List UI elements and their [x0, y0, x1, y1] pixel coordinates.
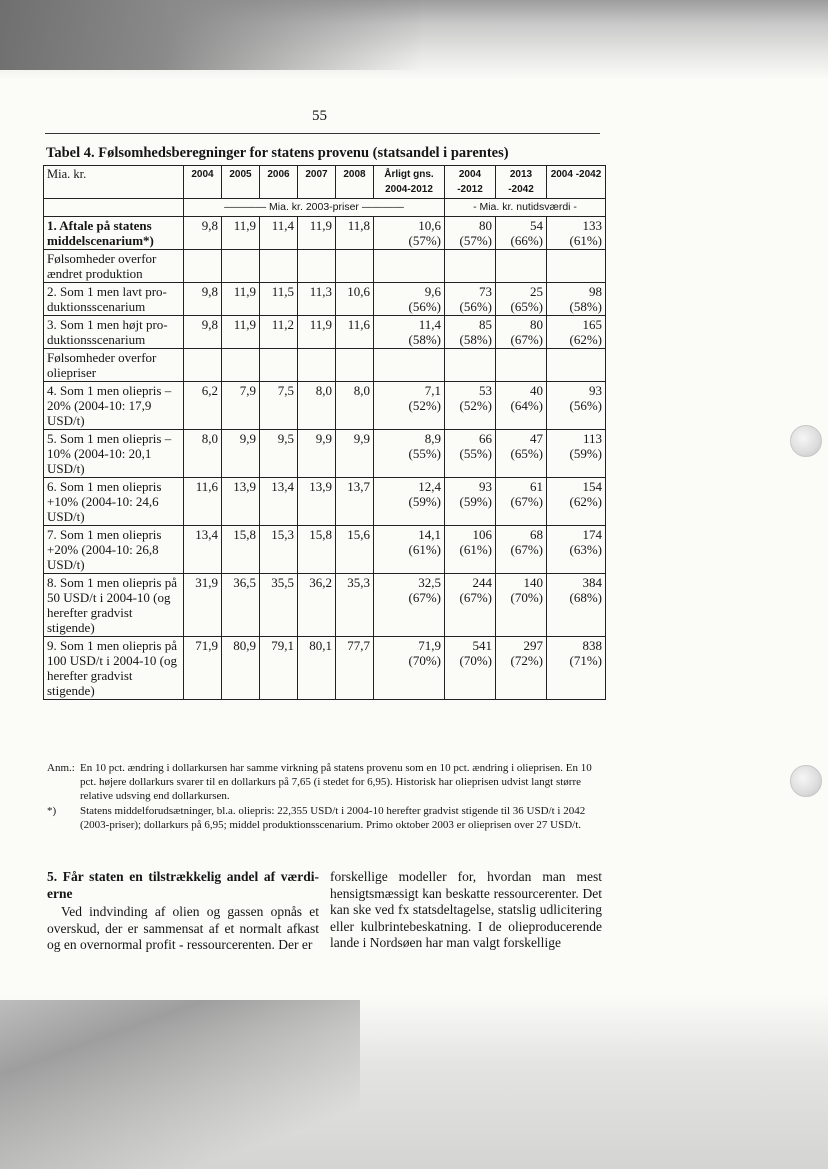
value-cell	[184, 574, 222, 637]
header-2008: 2008	[336, 166, 374, 199]
value-cell	[298, 283, 336, 316]
state-share: (52%)	[408, 398, 441, 413]
value: 9,6	[424, 284, 441, 299]
value: 140	[523, 575, 543, 590]
table-row	[44, 382, 606, 430]
empty-cell	[298, 250, 336, 283]
value-cell	[374, 430, 445, 478]
body-paragraph: forskellige modeller for, hvordan man mest hensigtsmæssigt kan beskatte ressourcerenter. Det kan ske ved fx statsdeltagelse, statslig udlicitering eller kulbrintebeskatning. I de olieproducerende lande i Nordsøen har man valgt forskellige	[330, 869, 602, 950]
body-paragraph: Ved indvinding af olien og gassen opnås et overskud, der er sammensat af et normalt afkast og en overnormal profit - ressourcerenten. Der er	[47, 904, 319, 952]
value-cell	[496, 526, 547, 574]
value: 53	[479, 383, 492, 398]
row-label: 3. Som 1 men højt pro-duktionsscenarium	[44, 316, 184, 349]
value-cell	[547, 382, 606, 430]
page-number: 55	[312, 108, 327, 124]
value-cell	[298, 217, 336, 250]
value: 9,8	[201, 317, 218, 332]
value-cell	[184, 316, 222, 349]
state-share: (56%)	[408, 299, 441, 314]
value: 13,7	[347, 479, 370, 494]
empty-cell	[184, 349, 222, 382]
table-row	[44, 283, 606, 316]
value: 7,9	[239, 383, 256, 398]
state-share: (52%)	[459, 398, 492, 413]
value: 106	[472, 527, 492, 542]
value-cell	[184, 382, 222, 430]
value-cell	[374, 574, 445, 637]
empty-cell	[547, 349, 606, 382]
table-section-row	[44, 349, 606, 382]
empty-cell	[298, 349, 336, 382]
value-cell	[496, 478, 547, 526]
value: 80	[479, 218, 492, 233]
row-label: 9. Som 1 men oliepris på 100 USD/t i 2004-10 (og herefter gradvist stigende)	[44, 637, 184, 700]
state-share: (61%)	[408, 542, 441, 557]
value: 9,9	[353, 431, 370, 446]
value-cell	[496, 316, 547, 349]
value-cell	[336, 478, 374, 526]
value-cell	[260, 430, 298, 478]
value: 165	[582, 317, 602, 332]
punch-hole-lower	[790, 765, 822, 797]
value-cell	[260, 526, 298, 574]
value-cell	[445, 637, 496, 700]
empty-cell	[260, 349, 298, 382]
value-cell	[547, 574, 606, 637]
empty-cell	[374, 349, 445, 382]
value-cell	[260, 217, 298, 250]
unit-blank	[44, 199, 184, 217]
value-cell	[445, 217, 496, 250]
state-share: (62%)	[569, 494, 602, 509]
header-2006: 2006	[260, 166, 298, 199]
value: 71,9	[418, 638, 441, 653]
value-cell	[184, 430, 222, 478]
value-cell	[260, 316, 298, 349]
value: 73	[479, 284, 492, 299]
table-row	[44, 526, 606, 574]
value: 31,9	[195, 575, 218, 590]
value: 6,2	[201, 383, 218, 398]
state-share: (66%)	[510, 233, 543, 248]
value: 7,1	[424, 383, 441, 398]
state-share: (67%)	[510, 332, 543, 347]
value-cell	[445, 283, 496, 316]
header-2004: 2004	[184, 166, 222, 199]
value-cell	[445, 574, 496, 637]
value: 13,4	[195, 527, 218, 542]
value-cell	[496, 217, 547, 250]
value: 12,4	[418, 479, 441, 494]
value: 80	[530, 317, 543, 332]
state-share: (62%)	[569, 332, 602, 347]
value: 113	[582, 431, 602, 446]
value-cell	[336, 217, 374, 250]
section-label: Følsomheder overfor oliepriser	[44, 349, 184, 382]
value-cell	[260, 382, 298, 430]
table-row	[44, 316, 606, 349]
state-share: (61%)	[569, 233, 602, 248]
value-cell	[445, 382, 496, 430]
value-cell	[298, 316, 336, 349]
value-cell	[298, 526, 336, 574]
value: 13,9	[309, 479, 332, 494]
table-row	[44, 217, 606, 250]
value-cell	[222, 430, 260, 478]
state-share: (64%)	[510, 398, 543, 413]
header-2013-2042: 2013 -2042	[496, 166, 547, 199]
value-cell	[336, 574, 374, 637]
empty-cell	[374, 250, 445, 283]
state-share: (65%)	[510, 299, 543, 314]
value: 80,1	[309, 638, 332, 653]
state-share: (59%)	[459, 494, 492, 509]
row-label: 6. Som 1 men oliepris +10% (2004-10: 24,6 USD/t)	[44, 478, 184, 526]
value: 11,6	[347, 317, 370, 332]
value: 35,5	[271, 575, 294, 590]
value: 838	[582, 638, 602, 653]
empty-cell	[547, 250, 606, 283]
state-share: (55%)	[408, 446, 441, 461]
note-anm	[47, 761, 602, 803]
value: 15,8	[233, 527, 256, 542]
row-label: 4. Som 1 men oliepris – 20% (2004-10: 17,9 USD/t)	[44, 382, 184, 430]
row-label: 2. Som 1 men lavt pro-duktionsscenarium	[44, 283, 184, 316]
value-cell	[184, 526, 222, 574]
value: 11,9	[309, 317, 332, 332]
value-cell	[336, 382, 374, 430]
unit-present-value: - Mia. kr. nutidsværdi -	[445, 199, 606, 217]
value-cell	[374, 526, 445, 574]
value-cell	[547, 217, 606, 250]
value: 297	[523, 638, 543, 653]
value-cell	[336, 316, 374, 349]
section-label: Følsomheder overfor ændret produktion	[44, 250, 184, 283]
value-cell	[222, 526, 260, 574]
value-cell	[184, 478, 222, 526]
table-row	[44, 637, 606, 700]
empty-cell	[445, 250, 496, 283]
value: 9,5	[277, 431, 294, 446]
value-cell	[496, 283, 547, 316]
note-text: En 10 pct. ændring i dollarkursen har samme virkning på statens provenu som en 10 pct. ændring i olieprisen. En 10 pct. højere dollarkurs svarer til en dollarkurs på 7,65 (i stedet for 6,95). Historisk har olieprisen udvist langt større relative udsving end dollarkursen.	[80, 762, 592, 802]
value-cell	[298, 382, 336, 430]
value: 32,5	[418, 575, 441, 590]
value: 8,0	[201, 431, 218, 446]
header-2004-2012: 2004 -2012	[445, 166, 496, 199]
table-header-row	[44, 166, 606, 199]
state-share: (56%)	[459, 299, 492, 314]
value-cell	[298, 430, 336, 478]
value: 35,3	[347, 575, 370, 590]
value: 47	[530, 431, 543, 446]
value-cell	[496, 574, 547, 637]
value: 13,4	[271, 479, 294, 494]
value: 98	[589, 284, 602, 299]
table-row	[44, 430, 606, 478]
value: 15,3	[271, 527, 294, 542]
state-share: (56%)	[569, 398, 602, 413]
value-cell	[260, 574, 298, 637]
value-cell	[222, 316, 260, 349]
state-share: (70%)	[408, 653, 441, 668]
table-section-row	[44, 250, 606, 283]
value: 40	[530, 383, 543, 398]
table-row	[44, 478, 606, 526]
table-notes	[47, 761, 602, 833]
unit-row	[44, 199, 606, 217]
value-cell	[496, 430, 547, 478]
state-share: (59%)	[569, 446, 602, 461]
value-cell	[547, 637, 606, 700]
state-share: (57%)	[459, 233, 492, 248]
note-key: *)	[47, 805, 57, 817]
empty-cell	[496, 250, 547, 283]
value-cell	[374, 217, 445, 250]
value: 244	[472, 575, 492, 590]
state-share: (70%)	[510, 590, 543, 605]
value-cell	[547, 478, 606, 526]
value-cell	[374, 382, 445, 430]
value: 11,5	[271, 284, 294, 299]
header-corner: Mia. kr.	[44, 166, 184, 199]
value: 36,5	[233, 575, 256, 590]
state-share: (70%)	[459, 653, 492, 668]
punch-hole-upper	[790, 425, 822, 457]
value-cell	[445, 430, 496, 478]
value-cell	[222, 382, 260, 430]
value-cell	[547, 283, 606, 316]
value: 384	[582, 575, 602, 590]
value: 61	[530, 479, 543, 494]
empty-cell	[184, 250, 222, 283]
section-heading: 5. Får staten en tilstrækkelig andel af værdi-erne	[47, 869, 319, 901]
state-share: (71%)	[569, 653, 602, 668]
value-cell	[374, 316, 445, 349]
value: 11,4	[271, 218, 294, 233]
value-cell	[496, 637, 547, 700]
value: 36,2	[309, 575, 332, 590]
value-cell	[336, 430, 374, 478]
note-key: Anm.:	[47, 762, 75, 774]
value: 13,9	[233, 479, 256, 494]
value-cell	[298, 637, 336, 700]
body-column-left	[47, 869, 319, 954]
value-cell	[222, 574, 260, 637]
value: 68	[530, 527, 543, 542]
value: 11,4	[418, 317, 441, 332]
state-share: (67%)	[510, 542, 543, 557]
empty-cell	[336, 250, 374, 283]
state-share: (67%)	[459, 590, 492, 605]
value-cell	[222, 478, 260, 526]
note-text: Statens middelforudsætninger, bl.a. oliepris: 22,355 USD/t i 2004-10 herefter gradvist stigende til 36 USD/t i 2042 (2003-priser); dollarkurs på 6,95; middel produktionsscenarium. Primo oktober 2003 er olieprisen over 27 USD/t.	[80, 805, 586, 831]
state-share: (67%)	[408, 590, 441, 605]
unit-fixed-prices: ———— Mia. kr. 2003-priser ————	[184, 199, 445, 217]
value-cell	[298, 574, 336, 637]
value: 11,9	[233, 218, 256, 233]
value-cell	[222, 217, 260, 250]
scan-shadow-bottom-dark	[0, 1000, 360, 1169]
state-share: (67%)	[510, 494, 543, 509]
value: 11,3	[309, 284, 332, 299]
header-2004-2042: 2004 -2042	[547, 166, 606, 199]
value-cell	[374, 283, 445, 316]
header-2005: 2005	[222, 166, 260, 199]
value-cell	[260, 283, 298, 316]
value-cell	[260, 637, 298, 700]
state-share: (55%)	[459, 446, 492, 461]
table-row	[44, 574, 606, 637]
empty-cell	[336, 349, 374, 382]
value: 11,9	[233, 284, 256, 299]
empty-cell	[222, 349, 260, 382]
value-cell	[547, 526, 606, 574]
note-asterisk	[47, 804, 602, 832]
table-title: Tabel 4. Følsomhedsberegninger for statens provenu (statsandel i parentes)	[46, 145, 509, 161]
value-cell	[336, 637, 374, 700]
header-2007: 2007	[298, 166, 336, 199]
value: 8,0	[353, 383, 370, 398]
value-cell	[336, 526, 374, 574]
value: 66	[479, 431, 492, 446]
state-share: (68%)	[569, 590, 602, 605]
value-cell	[374, 637, 445, 700]
state-share: (57%)	[408, 233, 441, 248]
scan-shadow-top-dark	[0, 0, 420, 70]
state-share: (65%)	[510, 446, 543, 461]
row-label: 7. Som 1 men oliepris +20% (2004-10: 26,8 USD/t)	[44, 526, 184, 574]
empty-cell	[496, 349, 547, 382]
value: 80,9	[233, 638, 256, 653]
value: 10,6	[347, 284, 370, 299]
value-cell	[222, 637, 260, 700]
state-share: (58%)	[408, 332, 441, 347]
value: 9,9	[315, 431, 332, 446]
value: 71,9	[195, 638, 218, 653]
value: 9,8	[201, 284, 218, 299]
value-cell	[547, 430, 606, 478]
value: 541	[472, 638, 492, 653]
value-cell	[445, 478, 496, 526]
value: 10,6	[418, 218, 441, 233]
header-annual-average: Årligt gns. 2004-2012	[374, 166, 445, 199]
row-label: 8. Som 1 men oliepris på 50 USD/t i 2004-10 (og herefter gradvist stigende)	[44, 574, 184, 637]
value: 85	[479, 317, 492, 332]
state-share: (63%)	[569, 542, 602, 557]
value: 15,6	[347, 527, 370, 542]
value-cell	[184, 283, 222, 316]
value: 11,9	[309, 218, 332, 233]
state-share: (58%)	[459, 332, 492, 347]
empty-cell	[222, 250, 260, 283]
body-column-right	[330, 869, 602, 952]
value: 11,6	[195, 479, 218, 494]
value-cell	[547, 316, 606, 349]
value-cell	[374, 478, 445, 526]
value: 11,8	[347, 218, 370, 233]
value-cell	[184, 217, 222, 250]
value: 154	[582, 479, 602, 494]
value: 77,7	[347, 638, 370, 653]
value: 54	[530, 218, 543, 233]
value-cell	[336, 283, 374, 316]
sensitivity-table	[43, 165, 606, 700]
value-cell	[445, 526, 496, 574]
value: 11,2	[271, 317, 294, 332]
value: 79,1	[271, 638, 294, 653]
row-label: 5. Som 1 men oliepris – 10% (2004-10: 20,1 USD/t)	[44, 430, 184, 478]
value: 11,9	[233, 317, 256, 332]
value: 133	[582, 218, 602, 233]
value: 9,8	[201, 218, 218, 233]
value: 7,5	[277, 383, 294, 398]
empty-cell	[260, 250, 298, 283]
value-cell	[445, 316, 496, 349]
value: 25	[530, 284, 543, 299]
value-cell	[184, 637, 222, 700]
value: 93	[589, 383, 602, 398]
value: 93	[479, 479, 492, 494]
value: 8,0	[315, 383, 332, 398]
value-cell	[496, 382, 547, 430]
value-cell	[222, 283, 260, 316]
value-cell	[260, 478, 298, 526]
state-share: (61%)	[459, 542, 492, 557]
top-rule	[45, 133, 600, 134]
value-cell	[298, 478, 336, 526]
state-share: (58%)	[569, 299, 602, 314]
value: 15,8	[309, 527, 332, 542]
row-label: 1. Aftale på statens middelscenarium*)	[44, 217, 184, 250]
value: 8,9	[424, 431, 441, 446]
value: 9,9	[239, 431, 256, 446]
value: 174	[582, 527, 602, 542]
empty-cell	[445, 349, 496, 382]
state-share: (72%)	[510, 653, 543, 668]
state-share: (59%)	[408, 494, 441, 509]
value: 14,1	[418, 527, 441, 542]
